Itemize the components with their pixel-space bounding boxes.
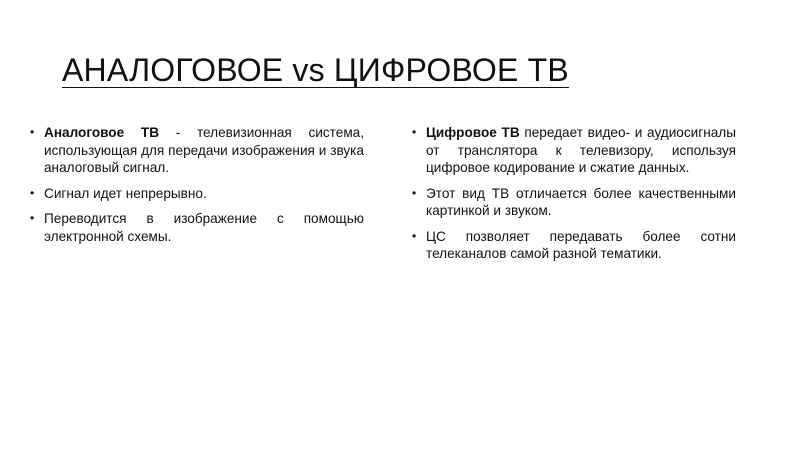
list-item	[412, 185, 736, 220]
slide-title: АНАЛОГОВОЕ vs ЦИФРОВОЕ ТВ	[62, 52, 569, 88]
bullet-term: Цифровое ТВ	[426, 125, 520, 140]
list-item	[412, 228, 736, 263]
left-column-list	[30, 124, 364, 253]
list-item	[412, 124, 736, 177]
right-column-list	[412, 124, 736, 271]
list-item	[30, 185, 364, 203]
bullet-text: передает видео- и аудиосигналы от транслятора к телевизору, используя цифровое кодирование и сжатие данных.	[426, 125, 736, 175]
bullet-text: - телевизионная система, использующая для передачи изображения и звука аналоговый сигнал.	[44, 125, 364, 175]
bullet-term: Аналоговое ТВ	[44, 125, 160, 140]
bullet-text: Этот вид ТВ отличается более качественными картинкой и звуком.	[426, 185, 736, 218]
list-item	[30, 210, 364, 245]
list-item	[30, 124, 364, 177]
bullet-text: ЦС позволяет передавать более сотни телеканалов самой разной тематики.	[426, 228, 736, 261]
bullet-text: Переводится в изображение с помощью электронной схемы.	[44, 211, 364, 244]
bullet-text: Сигнал идет непрерывно.	[44, 185, 207, 201]
